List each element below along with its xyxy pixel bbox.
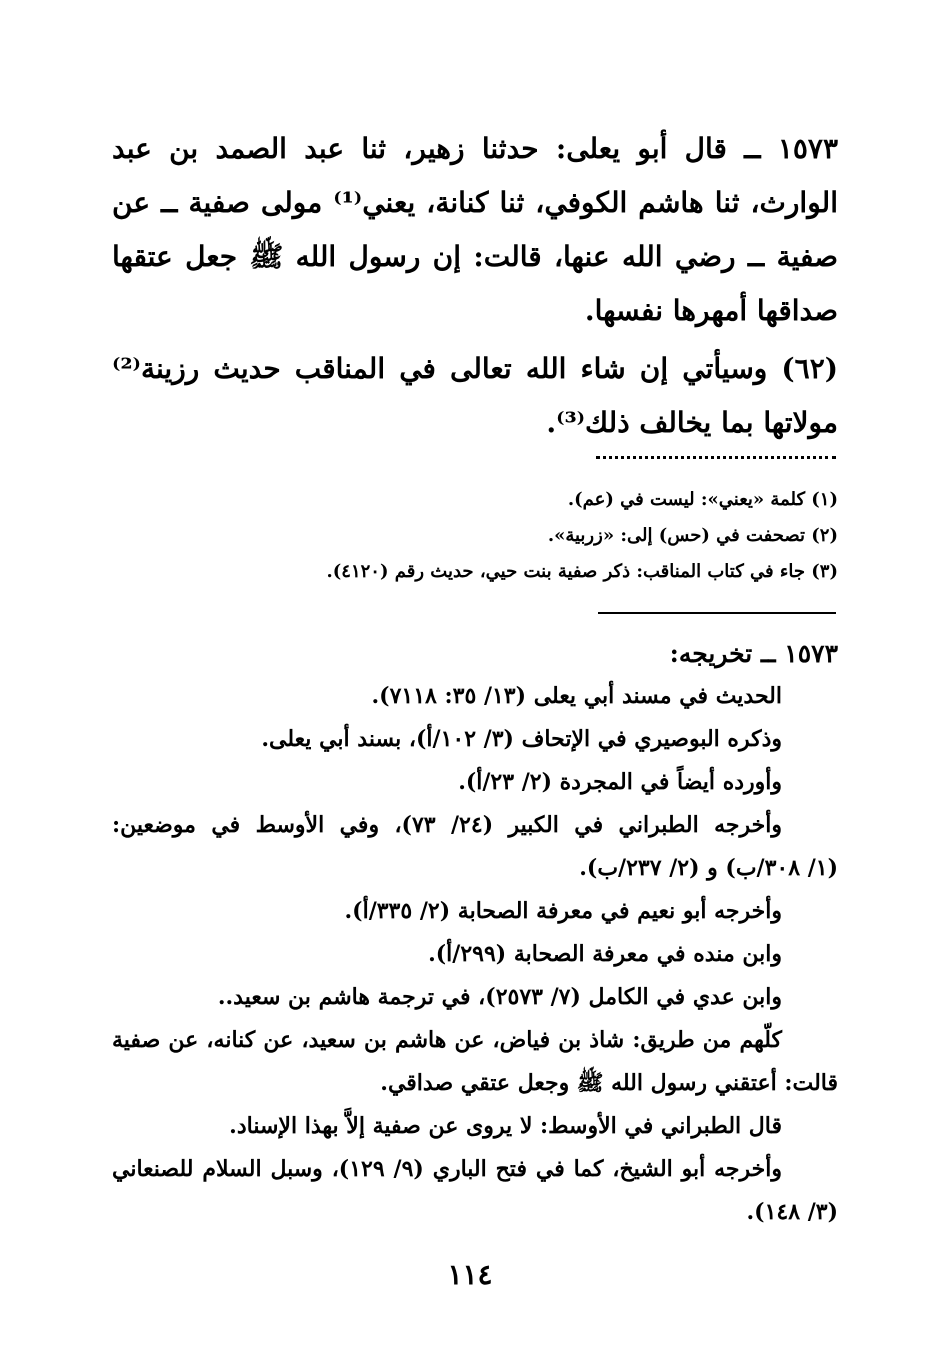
takhrij-line: كلّهم من طريق: شاذ بن فياض، عن هاشم بن سعيد، عن كنانه، عن صفية [112, 1027, 782, 1053]
footnote-dotted-separator [596, 456, 836, 459]
footnote-1: (١) كلمة «يعني»: ليست في (عم). [567, 489, 838, 510]
takhrij-section [112, 632, 838, 1234]
takhrij-heading: ١٥٧٣ ــ تخريجه: [669, 639, 838, 668]
takhrij-line: وأخرجه أبو الشيخ، كما في فتح الباري (٩/ ١٢٩)، وسبل السلام للصنعاني [112, 1156, 783, 1182]
page-number: ١١٤ [447, 1258, 493, 1291]
hadith-1573-paragraph: ١٥٧٣ ــ قال أبو يعلى: حدثنا زهير، ثنا عبد الصمد بن عبد الوارث، ثنا هاشم الكوفي، ثنا كنانة، يعني⁽¹⁾ مولى صفية ــ عن صفية ــ رضي الله عنها، قالت: إن رسول الله ﷺ جعل عتقها صداقها أمهرها نفسها. [112, 132, 838, 327]
takhrij-line: وأخرجه الطبراني في الكبير (٢٤/ ٧٣)، وفي الأوسط في موضعين: [112, 812, 782, 838]
footnote-2: (٢) تصحفت في (حس) إلى: «زربية». [547, 525, 838, 546]
footnote-3: (٣) جاء في كتاب المناقب: ذكر صفية بنت حيي، حديث رقم (٤١٢٠). [326, 561, 838, 582]
takhrij-line: وابن عدي في الكامل (٧/ ٢٥٧٣)، في ترجمة هاشم بن سعيد.. [217, 984, 782, 1010]
hadith-text [112, 122, 838, 450]
takhrij-line: وأورده أيضاً في المجردة (٢/ ٢٣/أ). [458, 769, 782, 795]
footnotes [112, 482, 838, 590]
takhrij-line: (١/ ٣٠٨/ب) و (٢/ ٢٣٧/ب). [579, 855, 838, 881]
takhrij-line: وابن منده في معرفة الصحابة (٢٩٩/أ). [428, 941, 782, 967]
takhrij-line: (٣/ ١٤٨). [746, 1199, 838, 1225]
takhrij-line: وذكره البوصيري في الإتحاف (٣/ ١٠٢/أ)، بسند أبي يعلى. [261, 726, 782, 752]
cross-reference-paragraph: (٦٢) وسيأتي إن شاء الله تعالى في المناقب حديث رزينة⁽²⁾ مولاتها بما يخالف ذلك⁽³⁾. [112, 352, 838, 439]
takhrij-line: قالت: أعتقني رسول الله ﷺ وجعل عتقي صداقي. [380, 1070, 838, 1096]
section-rule [598, 612, 836, 614]
takhrij-line: الحديث في مسند أبي يعلى (١٣/ ٣٥: ٧١١٨). [371, 683, 782, 709]
takhrij-line: وأخرجه أبو نعيم في معرفة الصحابة (٢/ ٣٣٥/أ). [344, 898, 782, 924]
takhrij-line: قال الطبراني في الأوسط: لا يروى عن صفية إلاَّ بهذا الإسناد. [229, 1113, 782, 1139]
